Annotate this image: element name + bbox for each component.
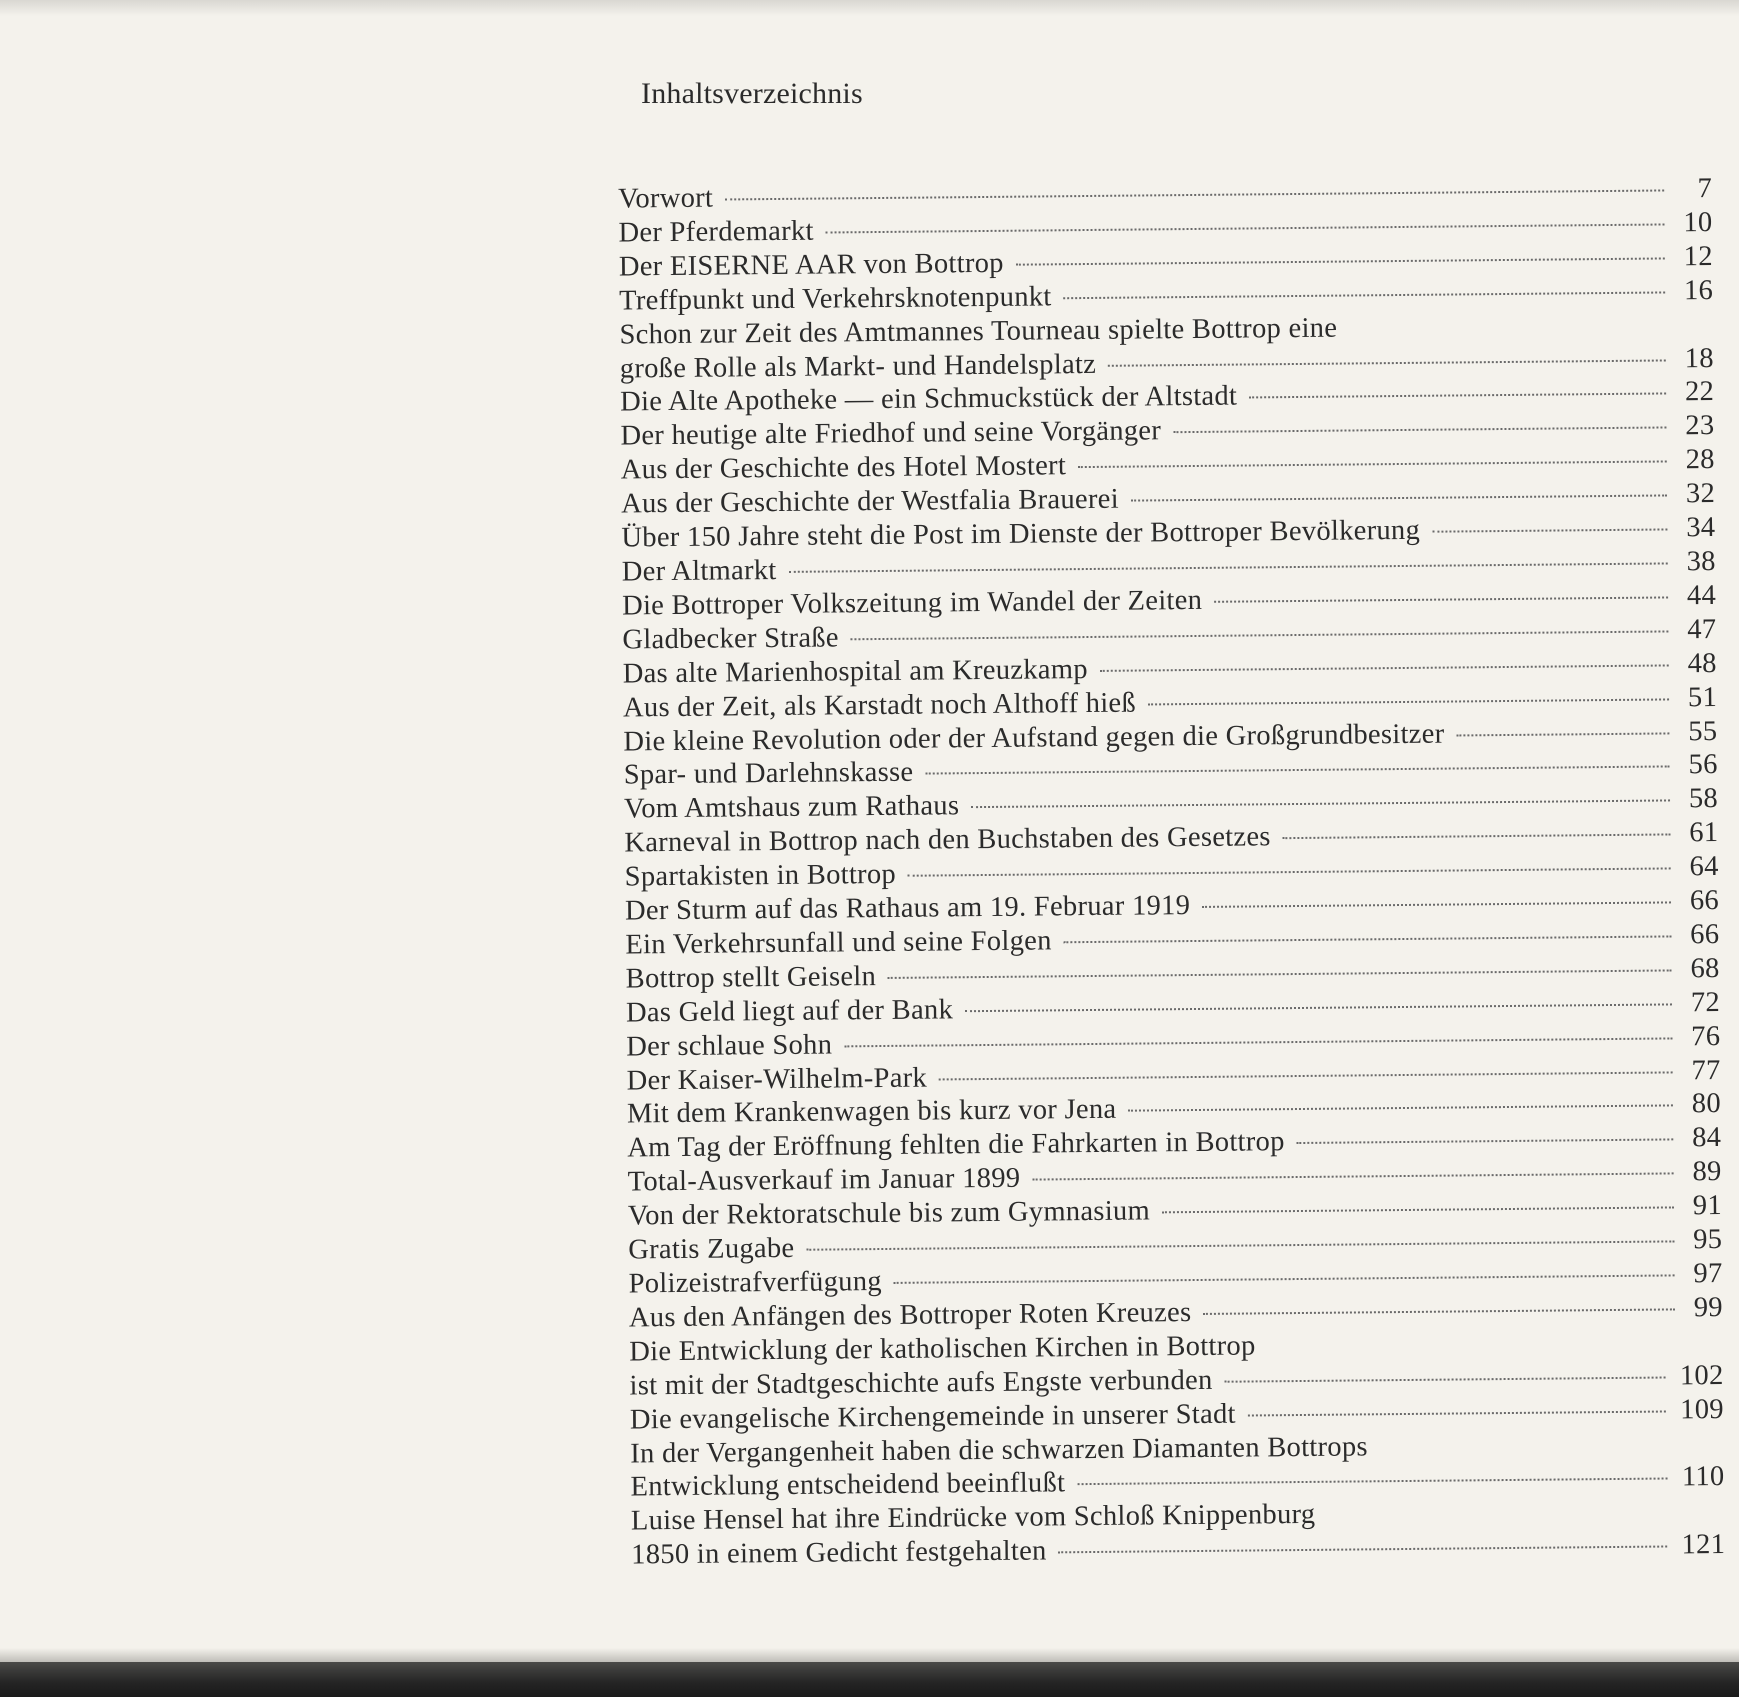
dot-leader — [888, 969, 1672, 979]
toc-entry-title: Der heutige alte Friedhof und seine Vorgänger — [620, 415, 1162, 452]
dot-leader — [908, 868, 1671, 877]
toc-entry-title: Der schlaue Sohn — [626, 1029, 833, 1063]
toc-entry-title: Das alte Marienhospital am Kreuzkamp — [622, 653, 1088, 690]
toc-entry-title: Aus der Zeit, als Karstadt noch Althoff hieß — [622, 687, 1137, 724]
toc-page-number: 48 — [1687, 647, 1717, 679]
toc-page-number: 102 — [1679, 1359, 1724, 1392]
toc-page-number: 38 — [1686, 545, 1716, 578]
dot-leader — [1173, 427, 1666, 434]
toc-entry-title: Vom Amtshaus zum Rathaus — [623, 790, 960, 825]
dot-leader — [1297, 1139, 1674, 1145]
toc-page-number: 10 — [1683, 206, 1713, 239]
toc-page-number: 58 — [1688, 783, 1719, 815]
toc-entry-title: Vorwort — [618, 182, 714, 215]
dot-leader — [1432, 529, 1667, 533]
dot-leader — [826, 223, 1665, 233]
toc-entry-title: Bottrop stellt Geiseln — [625, 960, 877, 995]
toc-entry-title: Die kleine Revolution oder der Aufstand gegen die Großgrundbesitzer — [623, 718, 1445, 757]
toc-entry-title: Treffpunkt und Verkehrsknotenpunkt — [619, 281, 1052, 317]
scan-edge-bottom — [0, 1662, 1739, 1697]
dot-leader — [1077, 1478, 1668, 1486]
toc-entry-title: große Rolle als Markt- und Handelsplatz — [619, 348, 1097, 385]
dot-leader — [1148, 698, 1669, 705]
toc-entry — [619, 308, 1714, 386]
toc-page-number: 34 — [1686, 512, 1716, 544]
toc-entry-title-line: Luise Hensel hat ihre Eindrücke vom Schloß Knippenburg — [630, 1499, 1316, 1537]
toc-entry — [631, 1494, 1726, 1572]
dot-leader — [894, 1274, 1675, 1283]
dot-leader — [1214, 596, 1668, 602]
toc-entry-title: Der Pferdemarkt — [618, 215, 814, 249]
table-of-contents — [618, 172, 1725, 1573]
dot-leader — [1032, 1173, 1673, 1181]
toc-entry-title: Total-Ausverkauf im Januar 1899 — [627, 1162, 1021, 1198]
toc-page-number: 84 — [1692, 1122, 1722, 1154]
toc-page-number: 68 — [1690, 952, 1720, 985]
dot-leader — [925, 766, 1669, 775]
toc-entry-title: Polizeistrafverfügung — [628, 1266, 882, 1300]
toc-page-number: 64 — [1689, 851, 1719, 883]
toc-entry-title: Das Geld liegt auf der Bank — [625, 994, 954, 1029]
toc-entry-title: Der EISERNE AAR von Bottrop — [618, 247, 1004, 283]
toc-entry-title: Karneval in Bottrop nach den Buchstaben des Gesetzes — [624, 821, 1271, 859]
dot-leader — [1016, 257, 1665, 265]
toc-entry — [630, 1426, 1725, 1504]
toc-entry-title: Am Tag der Eröffnung fehlten die Fahrkarten in Bottrop — [627, 1126, 1285, 1164]
dot-leader — [1108, 359, 1666, 366]
dot-leader — [1162, 1207, 1674, 1214]
toc-page-number: 51 — [1687, 681, 1718, 713]
dot-leader — [1283, 834, 1671, 840]
dot-leader — [725, 189, 1664, 200]
dot-leader — [1225, 1376, 1666, 1382]
dot-leader — [1100, 664, 1669, 671]
toc-page-number: 66 — [1690, 918, 1720, 951]
toc-entry-title: Die Alte Apotheke — ein Schmuckstück der Altstadt — [620, 381, 1238, 418]
dot-leader — [1249, 393, 1666, 399]
toc-page-number: 18 — [1684, 342, 1714, 374]
dot-leader — [1128, 1105, 1673, 1112]
toc-entry-title: Aus der Geschichte der Westfalia Brauerei — [620, 483, 1119, 520]
toc-page-number: 32 — [1685, 478, 1716, 510]
toc-entry-title: Aus der Geschichte des Hotel Mostert — [620, 450, 1067, 486]
dot-leader — [844, 1037, 1672, 1047]
toc-entry-title: Der Sturm auf das Rathaus am 19. Februar 1919 — [624, 890, 1191, 927]
toc-entry-title: Die Bottroper Volkszeitung im Wandel der Zeiten — [621, 584, 1203, 622]
dot-leader — [1248, 1410, 1666, 1416]
toc-page-number: 121 — [1681, 1529, 1726, 1561]
toc-page-number: 61 — [1689, 817, 1719, 849]
toc-entry-title: Spar- und Darlehnskasse — [623, 757, 914, 791]
toc-entry-title: Ein Verkehrsunfall und seine Folgen — [625, 925, 1052, 961]
toc-page-number: 55 — [1688, 715, 1718, 747]
toc-entry-title-line: Die Entwicklung der katholischen Kirchen in Bottrop — [629, 1330, 1256, 1368]
toc-entry-title: Der Kaiser-Wilhelm-Park — [626, 1062, 928, 1097]
toc-entry-title: 1850 in einem Gedicht festgehalten — [631, 1535, 1047, 1571]
dot-leader — [1059, 1546, 1668, 1554]
dot-leader — [789, 562, 1668, 572]
dot-leader — [1131, 495, 1667, 502]
toc-page-number: 47 — [1687, 613, 1717, 646]
dot-leader — [1078, 461, 1667, 469]
dot-leader — [965, 1003, 1672, 1012]
toc-entry-title: ist mit der Stadtgeschichte aufs Engste verbunden — [629, 1364, 1213, 1402]
scan-shadow-top — [0, 0, 1739, 16]
toc-page-number: 56 — [1688, 749, 1718, 781]
dot-leader — [1203, 1308, 1675, 1315]
toc-entry-title: Aus den Anfängen des Bottroper Roten Kreuzes — [628, 1296, 1192, 1334]
toc-entry-title: Der Altmarkt — [621, 554, 777, 588]
toc-page-number: 7 — [1697, 172, 1713, 205]
toc-page-number: 77 — [1691, 1054, 1721, 1086]
toc-page-number: 80 — [1691, 1088, 1722, 1120]
dot-leader — [1456, 732, 1669, 736]
dot-leader — [851, 630, 1669, 640]
toc-page-number: 76 — [1691, 1020, 1721, 1052]
toc-entry-title-line: Schon zur Zeit des Amtmannes Tourneau spielte Bottrop eine — [619, 312, 1338, 351]
dot-leader — [1202, 901, 1671, 908]
dot-leader — [939, 1071, 1673, 1080]
page-title: Inhaltsverzeichnis — [641, 77, 863, 110]
toc-page-number: 12 — [1683, 240, 1713, 273]
toc-entry-title: Gladbecker Straße — [622, 622, 839, 656]
toc-page-number: 109 — [1680, 1393, 1725, 1425]
toc-page-number: 99 — [1693, 1291, 1724, 1324]
dot-leader — [1064, 935, 1672, 943]
toc-page-number: 95 — [1692, 1224, 1723, 1256]
toc-page-number: 22 — [1684, 376, 1715, 408]
toc-page-number: 110 — [1681, 1461, 1725, 1493]
toc-entry-title-line: In der Vergangenheit haben die schwarzen Diamanten Bottrops — [630, 1430, 1368, 1469]
toc-entry-title: Gratis Zugabe — [628, 1232, 795, 1266]
toc-entry-title: Über 150 Jahre steht die Post im Dienste der Bottroper Bevölkerung — [621, 514, 1421, 554]
toc-page-number: 97 — [1693, 1257, 1723, 1290]
toc-page-number: 89 — [1692, 1156, 1722, 1188]
toc-page-number: 66 — [1689, 884, 1720, 917]
dot-leader — [971, 800, 1670, 809]
toc-page-number: 91 — [1692, 1190, 1723, 1222]
toc-entry-title: Von der Rektoratschule bis zum Gymnasium — [627, 1195, 1151, 1232]
dot-leader — [1064, 291, 1666, 299]
toc-entry — [629, 1325, 1724, 1403]
dot-leader — [806, 1241, 1674, 1251]
toc-entry-title: Mit dem Krankenwagen bis kurz vor Jena — [626, 1094, 1117, 1130]
toc-page-number: 72 — [1690, 986, 1721, 1018]
toc-page-number: 28 — [1685, 444, 1715, 476]
toc-entry-title: Die evangelische Kirchengemeinde in unserer Stadt — [629, 1398, 1236, 1436]
toc-page-number: 16 — [1683, 274, 1714, 306]
toc-page-number: 44 — [1686, 579, 1717, 612]
toc-page-number: 23 — [1685, 410, 1715, 442]
toc-entry-title: Entwicklung entscheidend beeinflußt — [630, 1467, 1066, 1503]
toc-entry-title: Spartakisten in Bottrop — [624, 858, 897, 893]
